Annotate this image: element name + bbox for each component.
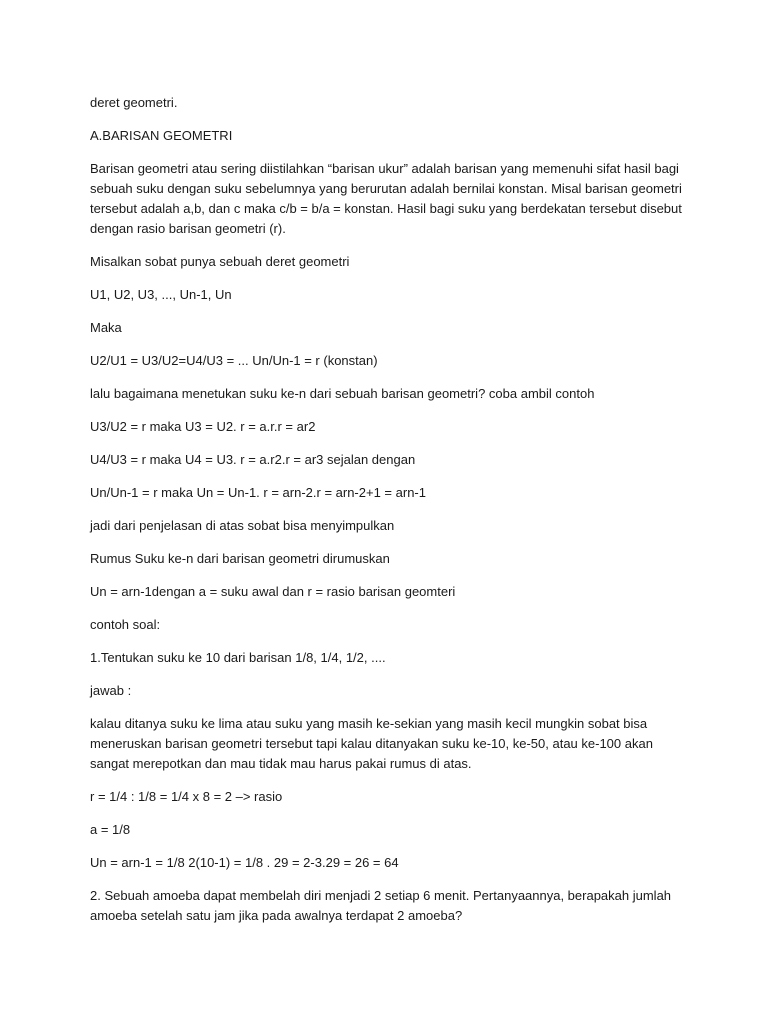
paragraph-text: jawab : xyxy=(90,683,132,698)
paragraph-explanation: kalau ditanya suku ke lima atau suku yang masih ke-sekian yang masih kecil mungkin sobat bisa meneruskan barisan geometri tersebut tapi kalau ditanyakan suku ke-10, ke-50, atau ke-100 akan sangat merepotkan dan mau tidak mau harus pakai rumus di atas. xyxy=(90,716,653,771)
paragraph-intro: deret geometri. xyxy=(90,95,178,110)
question-line: 1.Tentukan suku ke 10 dari barisan 1/8, 1/4, 1/2, .... xyxy=(90,650,386,665)
paragraph-text: jadi dari penjelasan di atas sobat bisa menyimpulkan xyxy=(90,518,395,533)
formula-line: U1, U2, U3, ..., Un-1, Un xyxy=(90,287,232,302)
section-heading: A.BARISAN GEOMETRI xyxy=(90,128,233,143)
paragraph-text: Maka xyxy=(90,320,122,335)
paragraph-text: contoh soal: xyxy=(90,617,161,632)
formula-line: r = 1/4 : 1/8 = 1/4 x 8 = 2 –> rasio xyxy=(90,789,283,804)
paragraph-text: lalu bagaimana menetukan suku ke-n dari sebuah barisan geometri? coba ambil contoh xyxy=(90,386,595,401)
formula-line: Un = arn-1 = 1/8 2(10-1) = 1/8 . 29 = 2-3.29 = 26 = 64 xyxy=(90,855,399,870)
formula-line: U4/U3 = r maka U4 = U3. r = a.r2.r = ar3 sejalan dengan xyxy=(90,452,416,467)
paragraph-text: Rumus Suku ke-n dari barisan geometri dirumuskan xyxy=(90,551,390,566)
formula-line: U2/U1 = U3/U2=U4/U3 = ... Un/Un-1 = r (konstan) xyxy=(90,353,378,368)
formula-line: Un/Un-1 = r maka Un = Un-1. r = arn-2.r = arn-2+1 = arn-1 xyxy=(90,485,426,500)
formula-line: U3/U2 = r maka U3 = U2. r = a.r.r = ar2 xyxy=(90,419,316,434)
document-body xyxy=(90,93,690,939)
paragraph-definition: Barisan geometri atau sering diistilahkan “barisan ukur” adalah barisan yang memenuhi sifat hasil bagi sebuah suku dengan suku sebelumnya yang berurutan adalah bernilai konstan. Misal barisan geometri tersebut adalah a,b, dan c maka c/b = b/a = konstan. Hasil bagi suku yang berdekatan tersebut disebut dengan rasio barisan geometri (r). xyxy=(90,161,682,236)
formula-line: a = 1/8 xyxy=(90,822,131,837)
paragraph-text: Misalkan sobat punya sebuah deret geometri xyxy=(90,254,350,269)
question-line: 2. Sebuah amoeba dapat membelah diri menjadi 2 setiap 6 menit. Pertanyaannya, berapakah jumlah amoeba setelah satu jam jika pada awalnya terdapat 2 amoeba? xyxy=(90,888,672,923)
formula-line: Un = arn-1dengan a = suku awal dan r = rasio barisan geomteri xyxy=(90,584,456,599)
